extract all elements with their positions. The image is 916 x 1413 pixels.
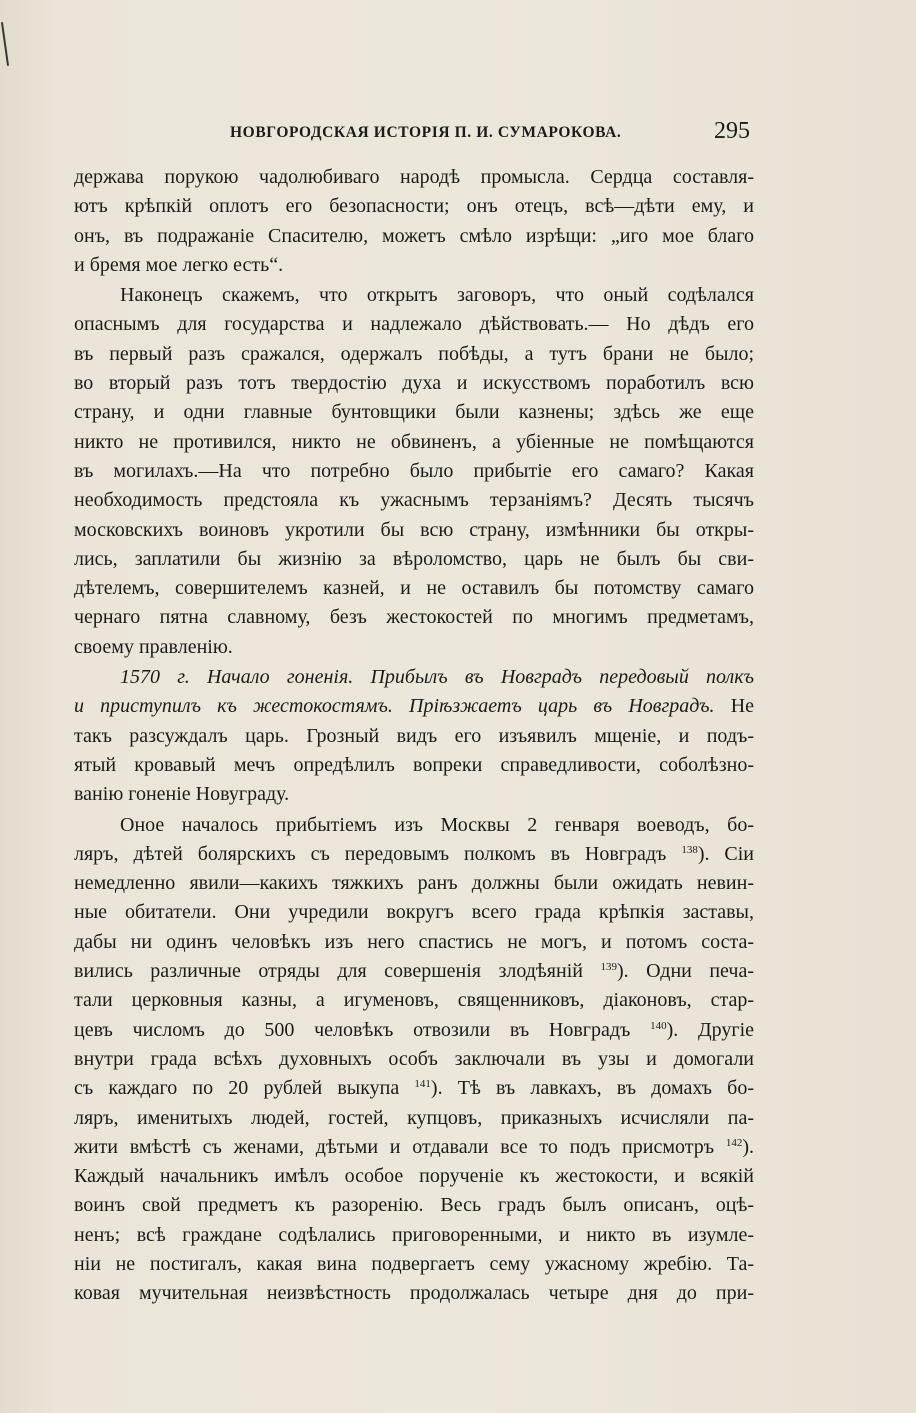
page-edge-mark: [1, 22, 9, 66]
footnote-ref: 140: [650, 1019, 667, 1032]
text-line: страну, и одни главные бунтовщики были казнены; здѣсь же еще: [74, 401, 754, 424]
footnote-ref: 142: [725, 1136, 743, 1149]
running-header: [230, 118, 750, 150]
text-line: [74, 840, 754, 869]
text-fragment: ). Тѣ въ лавкахъ, въ домахъ бо-: [430, 1077, 754, 1100]
text-line: ковая мучительная неизвѣстность продолжалась четыре дня до при-: [74, 1282, 754, 1305]
text-line: [74, 1133, 754, 1162]
paragraph-2: [74, 281, 754, 662]
text-line: въ первый разъ сражался, одержалъ побѣды, а тутъ брани не было;: [74, 342, 754, 365]
text-line: и бремя мое легко есть“.: [74, 253, 284, 276]
text-line: Каждый начальникъ имѣлъ особое порученіе къ жестокости, и всякій: [74, 1165, 754, 1188]
text-line: своему правленію.: [74, 635, 233, 658]
text-line: держава порукою чадолюбиваго народѣ промысла. Сердца составля-: [74, 166, 754, 188]
footnote-ref: 139: [600, 961, 617, 974]
text-line: Оное началось прибытіемъ изъ Москвы 2 генваря воеводъ, бо-: [120, 813, 754, 836]
text-line: дабы ни одинъ человѣкъ изъ него спастись не могъ, и потомъ соста-: [74, 930, 754, 953]
text-line: воинъ свой предметъ къ разоренію. Весь градъ былъ описанъ, оцѣ-: [74, 1194, 754, 1217]
paragraph-3: [74, 663, 754, 809]
text-line: такъ разсуждалъ царь. Грозный видъ его изъявилъ мщеніе, и подъ-: [74, 724, 754, 747]
text-line: ніи не постигалъ, какая вина подвергаетъ сему ужасному жребію. Та-: [74, 1252, 754, 1275]
text-fragment: съ каждаго по 20 рублей выкупа: [74, 1077, 400, 1100]
text-fragment: ).: [742, 1135, 754, 1158]
text-line: ютъ крѣпкій оплотъ его безопасности; онъ отецъ, всѣ—дѣти ему, и: [74, 195, 754, 218]
section-heading-italic: и приступилъ къ жестокостямъ. Пріѣзжаетъ царь въ Новградъ.: [74, 695, 715, 718]
running-title: НОВГОРОДСКАЯ ИСТОРІЯ П. И. СУМАРОКОВА.: [230, 124, 622, 141]
text-line: тали церковныя казны, а игуменовъ, священниковъ, діаконовъ, стар-: [74, 989, 754, 1012]
section-heading-italic: 1570 г. Начало гоненія. Прибылъ въ Новградъ передовый полкъ: [120, 666, 754, 689]
page-number: 295: [714, 118, 750, 144]
text-line: ванію гоненіе Новуграду.: [74, 783, 290, 806]
footnote-ref: 141: [414, 1078, 431, 1091]
text-line: необходимость предстояла къ ужаснымъ терзаніямъ? Десять тысячъ: [74, 489, 754, 512]
text-line: [74, 663, 754, 692]
text-line: онъ, въ подражаніе Спасителю, можетъ смѣло изрѣщи: „иго мое благо: [74, 224, 754, 247]
text-line: во вторый разъ тотъ твердостію духа и искусствомъ поработилъ всю: [74, 372, 754, 395]
text-fragment: жити вмѣстѣ съ женами, дѣтьми и отдавали все то подъ присмотръ: [74, 1135, 715, 1158]
text-fragment: ляръ, дѣтей болярскихъ съ передовымъ полкомъ въ Новградъ: [74, 842, 667, 865]
text-line: ятый кровавый мечъ опредѣлилъ вопреки справедливости, соболѣзно-: [74, 753, 754, 776]
text-line: [74, 692, 754, 721]
paragraph-4: [74, 811, 754, 1309]
text-line: чернаго пятна славному, безъ жестокостей по многимъ предметамъ,: [74, 606, 754, 629]
text-line: Наконецъ скажемъ, что открытъ заговоръ, что оный содѣлался: [120, 284, 754, 307]
text-fragment: цевъ числомъ до 500 человѣкъ отвозили въ Новградъ: [74, 1018, 631, 1041]
footnote-ref: 138: [681, 843, 698, 856]
text-line: ляръ, именитыхъ людей, гостей, купцовъ, приказныхъ исчисляли па-: [74, 1106, 754, 1129]
paragraph-1: [74, 163, 754, 280]
text-fragment: вились различные отряды для совершенія злодѣяній: [74, 960, 583, 983]
text-fragment: ). Сіи: [697, 842, 754, 865]
body-text: [74, 163, 754, 1310]
text-line: [74, 1016, 754, 1045]
text-line: московскихъ воиновъ укротили бы всю страну, измѣнники бы откры-: [74, 518, 754, 541]
text-line: опаснымъ для государства и надлежало дѣйствовать.— Но дѣдъ его: [74, 313, 754, 336]
text-line: ные обитатели. Они учредили вокругъ всего града крѣпкія заставы,: [74, 901, 754, 924]
text-line: немедленно явили—какихъ тяжкихъ ранъ должны были ожидать невин-: [74, 872, 754, 895]
text-line: ненъ; всѣ граждане содѣлались приговоренными, и никто въ изумле-: [74, 1223, 754, 1246]
text-line: внутри града всѣхъ духовныхъ особъ заключали въ узы и домогали: [74, 1047, 754, 1070]
text-line: [74, 1074, 754, 1103]
text-fragment: Не: [730, 695, 754, 718]
text-fragment: ). Одни печа-: [616, 960, 754, 983]
text-line: никто не противился, никто не обвиненъ, а убіенные не помѣщаются: [74, 430, 754, 453]
text-fragment: ). Другіе: [666, 1018, 754, 1041]
text-line: [74, 957, 754, 986]
text-line: дѣтелемъ, совершителемъ казней, и не оставилъ бы потомству самаго: [74, 577, 754, 600]
text-line: въ могилахъ.—На что потребно было прибытіе его самаго? Какая: [74, 459, 754, 482]
text-line: лись, заплатили бы жизнію за вѣроломство, царь не былъ бы сви-: [74, 547, 754, 570]
